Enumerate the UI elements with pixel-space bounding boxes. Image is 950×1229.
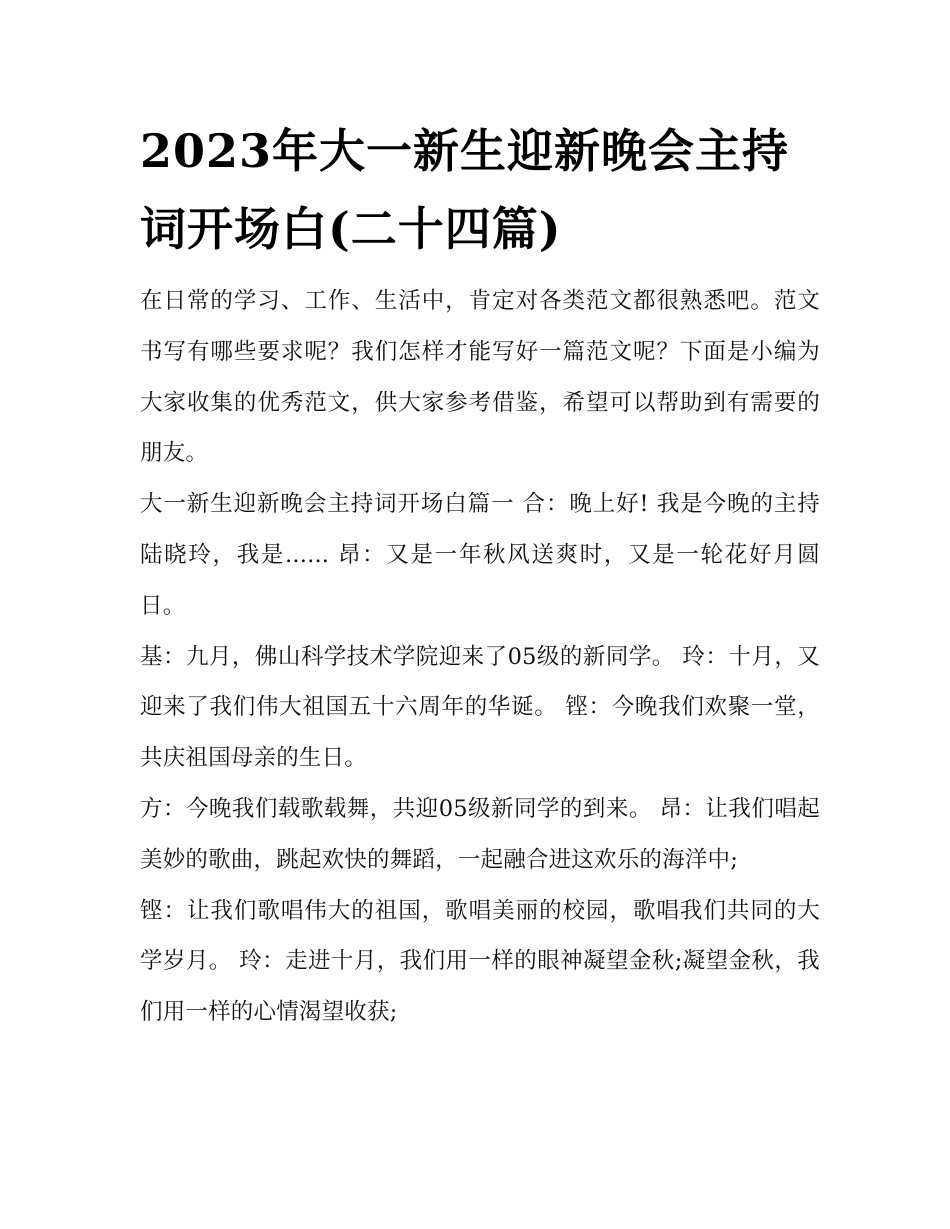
paragraph-october: 铿：让我们歌唱伟大的祖国，歌唱美丽的校园，歌唱我们共同的大学岁月。 玲：走进十月，我们用一样的眼神凝望金秋;凝望金秋，我们用一样的心情渴望收获; [140,897,820,1026]
paragraph-opening: 大一新生迎新晚会主持词开场白篇一 合：晚上好! 我是今晚的主持陆晓玲，我是...... 昂：又是一年秋风送爽时，又是一轮花好月圆日。 [140,491,820,619]
document-body [140,276,820,1038]
paragraph-september: 基：九月，佛山科学技术学院迎来了05级的新同学。 玲：十月，又迎来了我们伟大祖国五十六周年的华诞。 铿：今晚我们欢聚一堂，共庆祖国母亲的生日。 [140,643,820,772]
paragraph-intro: 在日常的学习、工作、生活中，肯定对各类范文都很熟悉吧。范文书写有哪些要求呢？我们怎样才能写好一篇范文呢？下面是小编为大家收集的优秀范文，供大家参考借鉴，希望可以帮助到有需要的朋友。 [140,288,820,467]
document-title: 2023年大一新生迎新晚会主持词开场白(二十四篇) [140,124,790,256]
paragraph-celebration: 方：今晚我们载歌载舞，共迎05级新同学的到来。 昂：让我们唱起美妙的歌曲，跳起欢快的舞蹈，一起融合进这欢乐的海洋中; [140,795,820,873]
